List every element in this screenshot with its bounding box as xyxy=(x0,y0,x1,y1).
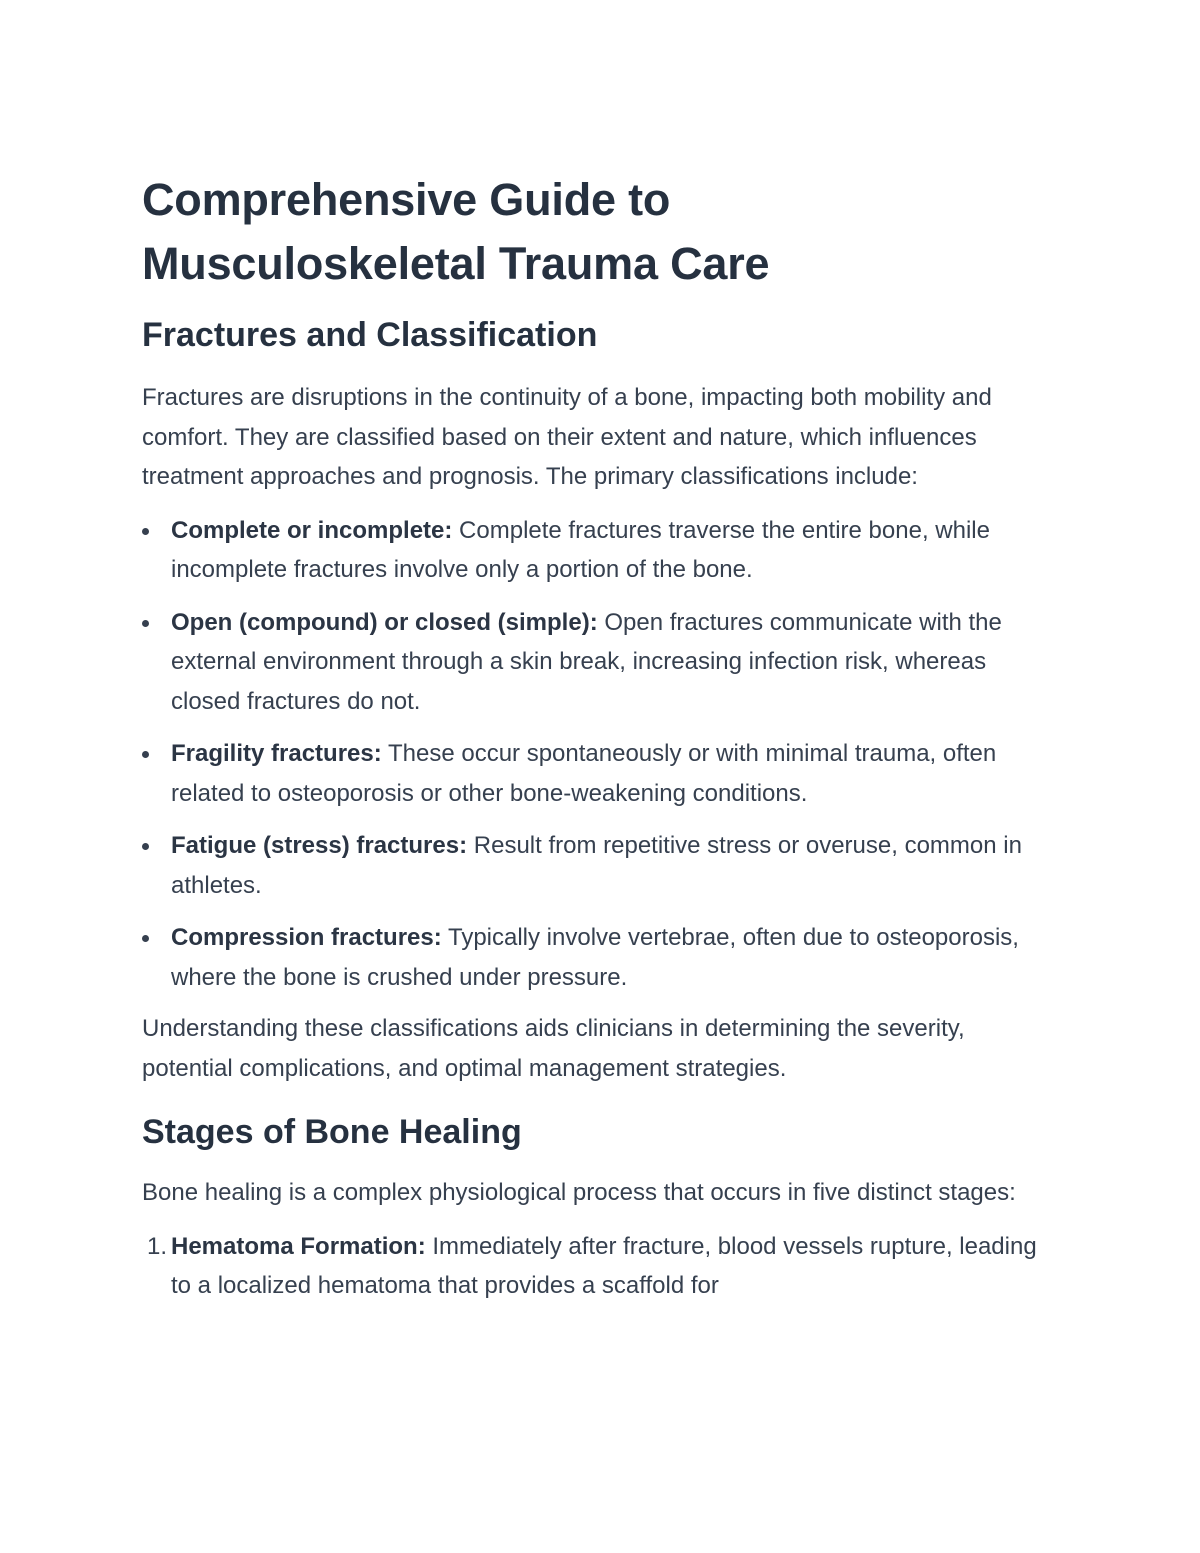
list-item-term: Open (compound) or closed (simple): xyxy=(171,608,598,636)
list-item-text: Open fractures communicate with the external environment through a skin break, increasing infection risk, whereas closed fractures do not. xyxy=(171,608,1002,715)
list-item-text: Typically involve vertebrae, often due to osteoporosis, where the bone is crushed under pressure. xyxy=(171,924,1019,991)
bullet-icon xyxy=(142,528,149,535)
list-item-term: Hematoma Formation: xyxy=(171,1232,426,1260)
list-item-text: Result from repetitive stress or overuse, common in athletes. xyxy=(171,832,1022,899)
list-item-text: These occur spontaneously or with minimal trauma, often related to osteoporosis or other bone-weakening conditions. xyxy=(171,740,997,807)
document-page xyxy=(142,168,1062,1306)
list-item xyxy=(142,603,1062,722)
bullet-icon xyxy=(142,843,149,850)
bone-healing-stages-list xyxy=(142,1227,1062,1306)
list-item xyxy=(142,918,1062,997)
bullet-icon xyxy=(142,751,149,758)
list-item-text: Complete fractures traverse the entire bone, while incomplete fractures involve only a portion of the bone. xyxy=(171,516,990,583)
bone-healing-intro-paragraph: Bone healing is a complex physiological process that occurs in five distinct stages: xyxy=(142,1179,1016,1206)
list-item-term: Fragility fractures: xyxy=(171,740,382,767)
section-heading-fractures: Fractures and Classification xyxy=(142,316,598,354)
fracture-classification-list xyxy=(142,511,1062,998)
list-item-text: Immediately after fracture, blood vessels rupture, leading to a localized hematoma that provides a scaffold for xyxy=(171,1232,1037,1299)
list-item xyxy=(142,511,1062,590)
bullet-icon xyxy=(142,935,149,942)
fractures-closing-paragraph: Understanding these classifications aids clinicians in determining the severity, potential complications, and optimal management strategies. xyxy=(142,1015,965,1082)
document-title xyxy=(142,168,1062,296)
list-item-term: Compression fractures: xyxy=(171,924,442,951)
list-item-number: 1. xyxy=(147,1232,168,1260)
title-line-2: Musculoskeletal Trauma Care xyxy=(142,238,770,289)
section-heading-bone-healing: Stages of Bone Healing xyxy=(142,1113,522,1151)
bullet-icon xyxy=(142,620,149,627)
list-item-term: Fatigue (stress) fractures: xyxy=(171,832,468,859)
list-item xyxy=(142,734,1062,813)
list-item xyxy=(142,1227,1062,1306)
fractures-intro-paragraph: Fractures are disruptions in the continuity of a bone, impacting both mobility and comfort. They are classified based on their extent and nature, which influences treatment approaches and prognosis. The primary classifications include: xyxy=(142,384,992,490)
title-line-1: Comprehensive Guide to xyxy=(142,174,671,225)
list-item-term: Complete or incomplete: xyxy=(171,516,453,544)
list-item xyxy=(142,826,1062,905)
